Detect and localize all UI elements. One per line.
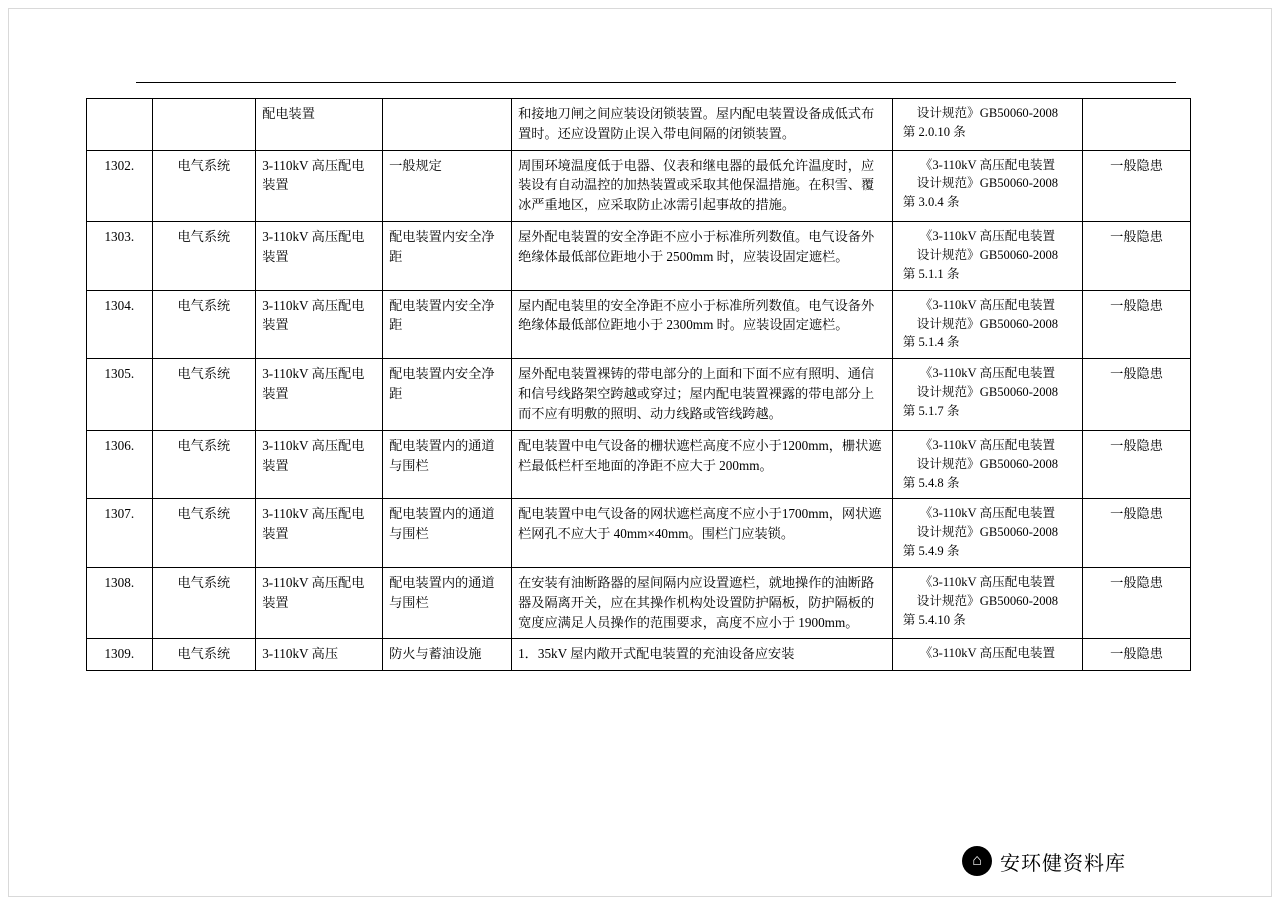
reference-line: 设计规范》GB50060-2008 [916,385,1059,400]
cell-number: 1304. [87,290,153,359]
reference-line: 第 5.1.1 条 [902,266,960,281]
cell-system [152,99,256,151]
cell-device: 3-110kV 高压配电装置 [256,359,383,430]
cell-reference [892,359,1082,430]
cell-category: 一般规定 [383,150,512,221]
cell-category: 配电装置内的通道与围栏 [383,499,512,568]
footer-watermark [962,846,1126,876]
brand-logo-icon: ⌂ [962,846,992,876]
cell-reference [892,221,1082,290]
reference-line: 第 2.0.10 条 [902,124,966,139]
hazard-table [86,98,1191,671]
reference-line: 第 5.4.8 条 [902,475,960,490]
cell-number: 1306. [87,430,153,499]
cell-description: 1．35kV 屋内敞开式配电装置的充油设备应安装 [512,639,893,671]
reference-line: 《3-110kV 高压配电装置 [919,575,1056,590]
reference-line: 《3-110kV 高压配电装置 [919,228,1056,243]
cell-device: 3-110kV 高压配电装置 [256,568,383,639]
cell-reference [892,150,1082,221]
table-row [87,99,1191,151]
cell-description: 屋外配电装置的安全净距不应小于标准所列数值。电气设备外绝缘体最低部位距地小于 2500mm 时，应装设固定遮栏。 [512,221,893,290]
cell-system: 电气系统 [152,150,256,221]
cell-category: 配电装置内的通道与围栏 [383,430,512,499]
cell-level: 一般隐患 [1083,568,1191,639]
table-row [87,150,1191,221]
brand-name: 安环健资料库 [1000,852,1126,875]
table-row [87,290,1191,359]
cell-number [87,99,153,151]
cell-category: 配电装置内安全净距 [383,221,512,290]
cell-number: 1303. [87,221,153,290]
cell-description: 和接地刀闸之间应装设闭锁装置。屋内配电装置设备成低式布置时。还应设置防止误入带电间隔的闭锁装置。 [512,99,893,151]
cell-reference [892,430,1082,499]
cell-device: 3-110kV 高压配电装置 [256,430,383,499]
reference-line: 《3-110kV 高压配电装置 [919,297,1056,312]
reference-line: 第 5.4.9 条 [902,544,960,559]
reference-line: 第 3.0.4 条 [902,195,960,210]
cell-reference [892,290,1082,359]
table-row [87,221,1191,290]
reference-line: 《3-110kV 高压配电装置 [919,157,1056,172]
cell-category: 防火与蓄油设施 [383,639,512,671]
reference-line: 《3-110kV 高压配电装置 [919,366,1056,381]
hazard-table-container [86,98,1191,671]
cell-level: 一般隐患 [1083,150,1191,221]
cell-number: 1305. [87,359,153,430]
reference-line: 第 5.1.7 条 [902,404,960,419]
cell-description: 配电装置中电气设备的网状遮栏高度不应小于1700mm，网状遮栏网孔不应大于 40mm×40mm。围栏门应装锁。 [512,499,893,568]
table-row [87,359,1191,430]
cell-device: 3-110kV 高压 [256,639,383,671]
table-row [87,639,1191,671]
cell-description: 屋外配电装置裸铸的带电部分的上面和下面不应有照明、通信和信号线路架空跨越或穿过；屋内配电装置裸露的带电部分上而不应有明敷的照明、动力线路或管线跨越。 [512,359,893,430]
cell-reference [892,568,1082,639]
cell-level: 一般隐患 [1083,359,1191,430]
reference-line: 《3-110kV 高压配电装置 [919,646,1056,661]
cell-description: 在安装有油断路器的屋间隔内应设置遮栏，就地操作的油断路器及隔离开关，应在其操作机构处设置防护隔板，防护隔板的宽度应满足人员操作的范围要求，高度不应小于 1900mm。 [512,568,893,639]
table-row [87,568,1191,639]
cell-reference [892,499,1082,568]
cell-device: 3-110kV 高压配电装置 [256,499,383,568]
cell-system: 电气系统 [152,568,256,639]
reference-line: 设计规范》GB50060-2008 [916,525,1059,540]
cell-description: 屋内配电装里的安全净距不应小于标准所列数值。电气设备外绝缘体最低部位距地小于 2300mm 时。应装设固定遮栏。 [512,290,893,359]
cell-level: 一般隐患 [1083,639,1191,671]
table-row [87,499,1191,568]
cell-description: 周围环境温度低于电器、仪表和继电器的最低允许温度时，应装设有自动温控的加热装置或采取其他保温措施。在积雪、覆冰严重地区，应采取防止冰需引起事故的措施。 [512,150,893,221]
reference-line: 设计规范》GB50060-2008 [916,456,1059,471]
cell-device: 3-110kV 高压配电装置 [256,290,383,359]
cell-description: 配电装置中电气设备的栅状遮栏高度不应小于1200mm，栅状遮栏最低栏杆至地面的净距不应大于 200mm。 [512,430,893,499]
cell-category: 配电装置内安全净距 [383,359,512,430]
header-rule [136,82,1176,83]
cell-device: 3-110kV 高压配电装置 [256,150,383,221]
cell-system: 电气系统 [152,359,256,430]
reference-line: 设计规范》GB50060-2008 [916,247,1059,262]
cell-category: 配电装置内的通道与围栏 [383,568,512,639]
cell-level: 一般隐患 [1083,499,1191,568]
reference-line: 《3-110kV 高压配电装置 [919,437,1056,452]
reference-line: 设计规范》GB50060-2008 [916,176,1059,191]
cell-reference [892,639,1082,671]
reference-line: 设计规范》GB50060-2008 [916,593,1059,608]
reference-line: 《3-110kV 高压配电装置 [919,506,1056,521]
reference-line: 第 5.4.10 条 [902,612,966,627]
table-row [87,430,1191,499]
cell-level: 一般隐患 [1083,290,1191,359]
cell-system: 电气系统 [152,290,256,359]
cell-device: 3-110kV 高压配电装置 [256,221,383,290]
cell-number: 1302. [87,150,153,221]
cell-system: 电气系统 [152,639,256,671]
cell-system: 电气系统 [152,221,256,290]
cell-number: 1307. [87,499,153,568]
cell-number: 1309. [87,639,153,671]
cell-level: 一般隐患 [1083,221,1191,290]
reference-line: 第 5.1.4 条 [902,335,960,350]
reference-line: 设计规范》GB50060-2008 [916,106,1059,120]
cell-device: 配电装置 [256,99,383,151]
reference-line: 设计规范》GB50060-2008 [916,316,1059,331]
cell-level: 一般隐患 [1083,430,1191,499]
cell-system: 电气系统 [152,430,256,499]
cell-reference [892,99,1082,151]
cell-level [1083,99,1191,151]
cell-category [383,99,512,151]
cell-number: 1308. [87,568,153,639]
cell-category: 配电装置内安全净距 [383,290,512,359]
cell-system: 电气系统 [152,499,256,568]
